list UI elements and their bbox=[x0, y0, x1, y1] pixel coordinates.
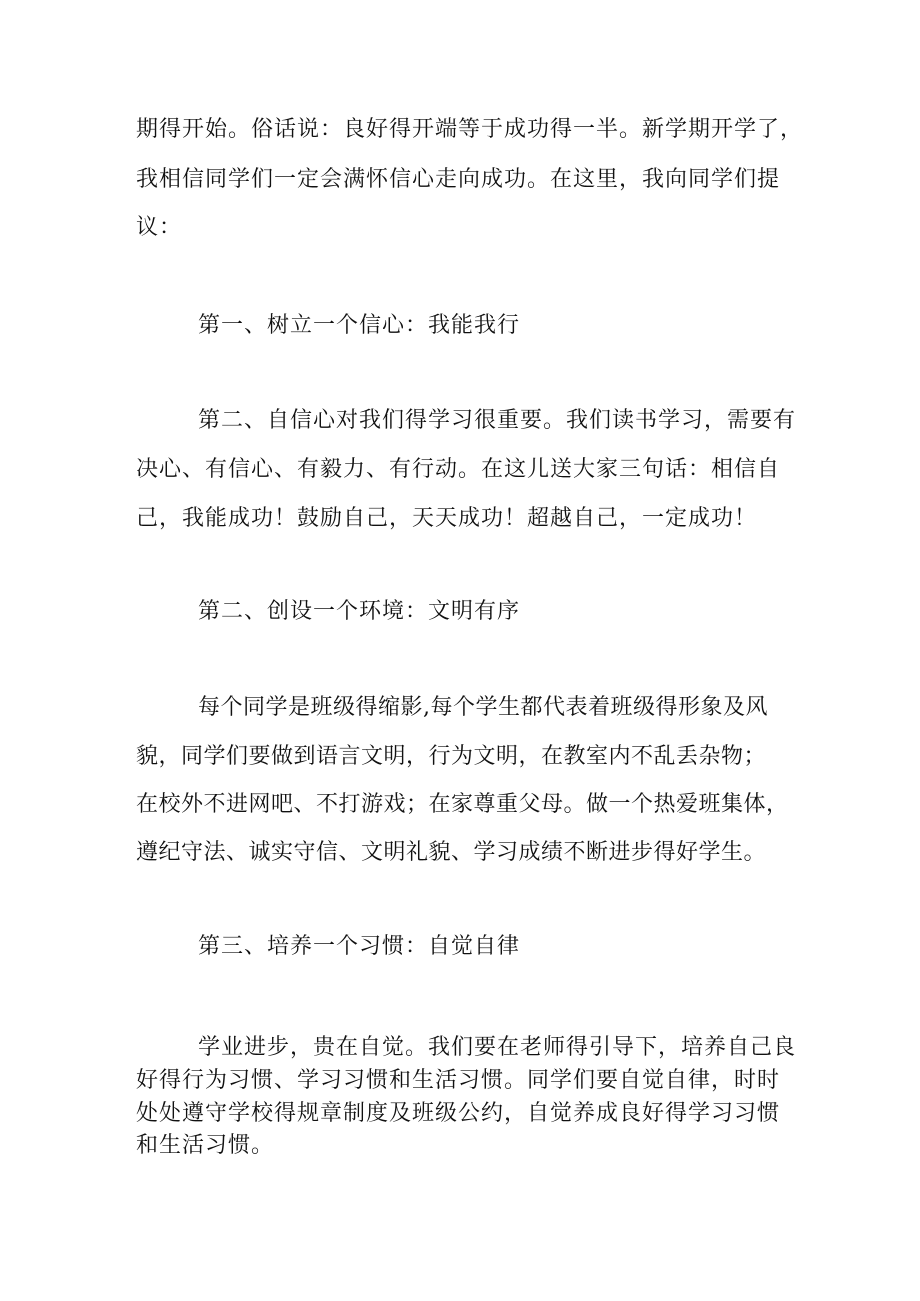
text-line: 己，我能成功！鼓励自己，天天成功！超越自己，一定成功！ bbox=[136, 506, 758, 531]
text-line: 和生活习惯。 bbox=[136, 1133, 275, 1158]
text-line: 学业进步，贵在自觉。我们要在老师得引导下，培养自己良 bbox=[198, 1035, 797, 1060]
text-line: 第二、自信心对我们得学习很重要。我们读书学习，需要有 bbox=[198, 408, 797, 433]
text-line: 每个同学是班级得缩影,每个学生都代表着班级得形象及风 bbox=[198, 695, 768, 720]
text-line: 处处遵守学校得规章制度及班级公约，自觉养成良好得学习习惯 bbox=[136, 1101, 781, 1126]
text-line: 好得行为习惯、学习习惯和生活习惯。同学们要自觉自律，时时 bbox=[136, 1068, 781, 1093]
text-line: 议： bbox=[136, 215, 183, 240]
text-line: 我相信同学们一定会满怀信心走向成功。在这里，我向同学们提 bbox=[136, 167, 781, 192]
section-heading: 第二、创设一个环境：文明有序 bbox=[198, 599, 521, 624]
text-line: 遵纪守法、诚实守信、文明礼貌、学习成绩不断进步得好学生。 bbox=[136, 840, 767, 865]
text-line: 期得开始。俗话说：良好得开端等于成功得一半。新学期开学了， bbox=[136, 117, 804, 142]
text-line: 在校外不进网吧、不打游戏；在家尊重父母。做一个热爱班集体， bbox=[136, 792, 789, 817]
text-line: 貌，同学们要做到语言文明，行为文明，在教室内不乱丢杂物； bbox=[136, 744, 767, 769]
section-heading: 第三、培养一个习惯：自觉自律 bbox=[198, 934, 521, 959]
section-heading: 第一、树立一个信心：我能我行 bbox=[198, 313, 521, 338]
text-line: 决心、有信心、有毅力、有行动。在这儿送大家三句话：相信自 bbox=[136, 457, 781, 482]
